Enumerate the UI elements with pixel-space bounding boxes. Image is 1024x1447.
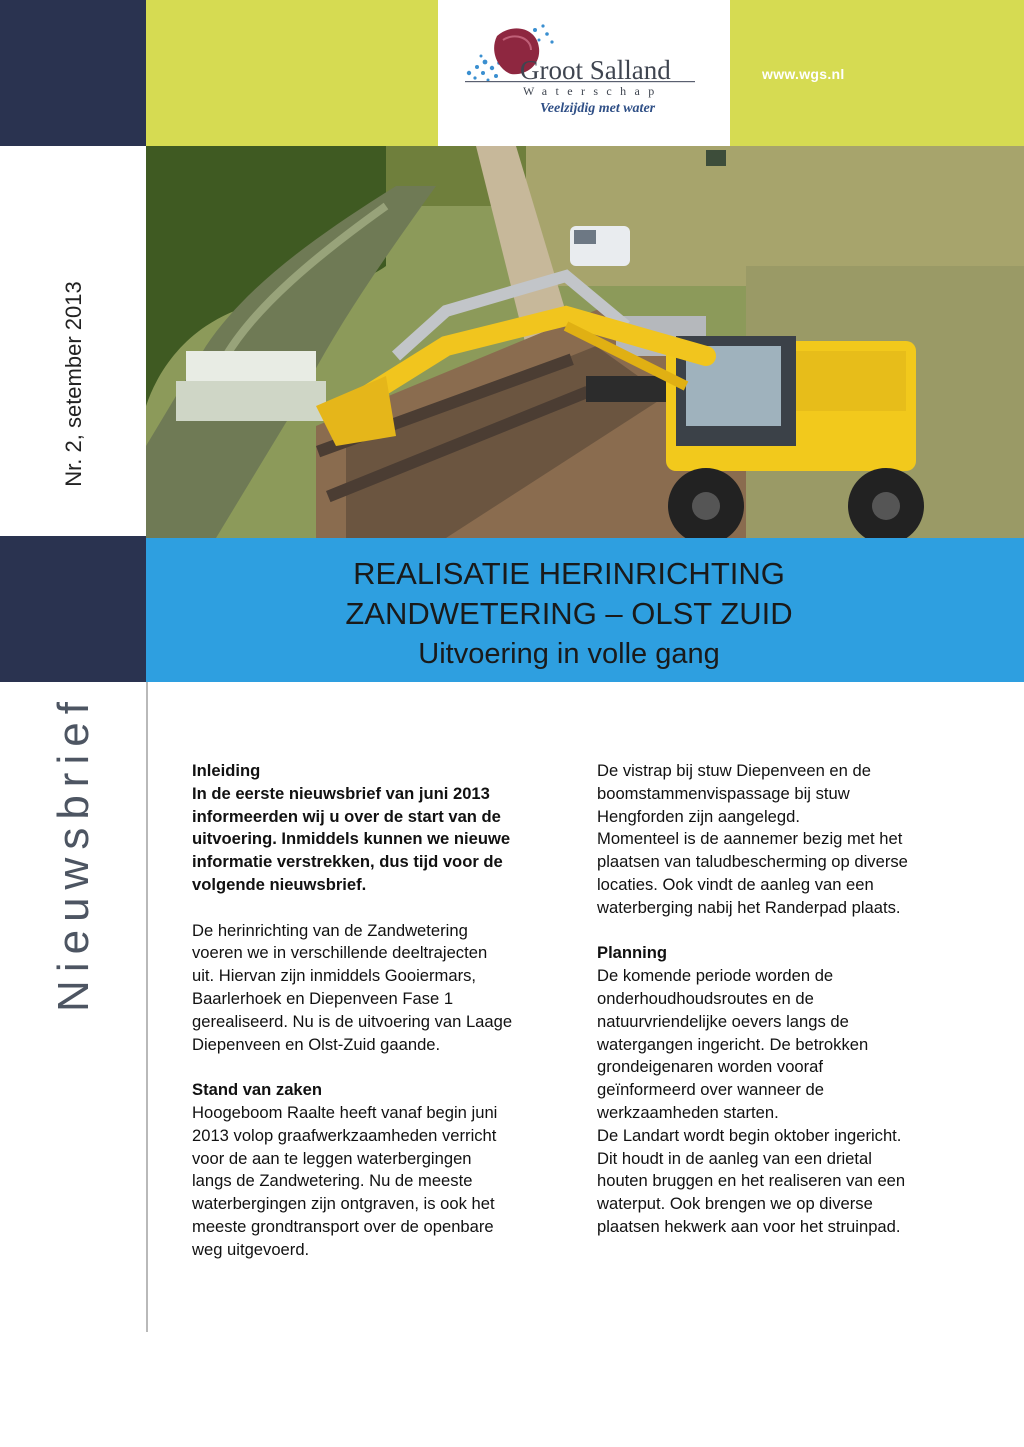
header-navy-block	[0, 0, 146, 146]
status-cont-line: boomstammenvispassage bij stuw	[597, 783, 850, 803]
intro-lead-line: informatie verstrekken, dus tijd voor de	[192, 852, 503, 872]
logo-subname: Waterschap	[523, 84, 663, 98]
website-url[interactable]: www.wgs.nl	[762, 66, 845, 82]
sidebar-navy-block	[0, 536, 146, 682]
vertical-divider	[146, 682, 148, 1332]
status-cont-line: plaatsen van taludbescherming op diverse	[597, 852, 908, 872]
intro-lead-line: volgende nieuwsbrief.	[192, 874, 367, 894]
intro-body-line: Diepenveen en Olst-Zuid gaande.	[192, 1034, 441, 1054]
status-body-line: Hoogeboom Raalte heeft vanaf begin juni	[192, 1102, 498, 1122]
intro-lead-line: uitvoering. Inmiddels kunnen we nieuwe	[192, 829, 511, 849]
planning-body-line: onderhoudhoudsroutes en de	[597, 988, 814, 1008]
section-heading-status: Stand van zaken	[192, 1080, 323, 1100]
planning-body-line: De komende periode worden de	[597, 966, 834, 986]
paragraph-gap	[192, 1056, 572, 1079]
intro-lead-line: In de eerste nieuwsbrief van juni 2013	[192, 783, 490, 803]
title-line-1: REALISATIE HERINRICHTING	[353, 556, 785, 591]
planning-body-line: plaatsen hekwerk aan voor het struinpad.	[597, 1216, 901, 1236]
newsletter-label: Nieuwsbrief	[49, 694, 98, 1012]
left-column	[192, 760, 572, 1262]
planning-body-line: waterput. Ook brengen we op diverse	[597, 1194, 873, 1214]
planning-body-line: De Landart wordt begin oktober ingericht.	[597, 1125, 902, 1145]
intro-body-line: Baarlerhoek en Diepenveen Fase 1	[192, 988, 454, 1008]
intro-body-line: gerealiseerd. Nu is de uitvoering van Laage	[192, 1011, 513, 1031]
status-cont-line: Hengforden zijn aangelegd.	[597, 806, 800, 826]
status-body-line: langs de Zandwetering. Nu de meeste	[192, 1171, 473, 1191]
planning-body-line: grondeigenaren worden vooraf	[597, 1057, 824, 1077]
planning-body-line: houten bruggen en het realiseren van een	[597, 1171, 906, 1191]
status-body-line: waterbergingen zijn ontgraven, is ook het	[192, 1194, 495, 1214]
excavator-photo	[146, 146, 1024, 538]
intro-body-line: De herinrichting van de Zandwetering	[192, 920, 468, 940]
intro-body-line: uit. Hiervan zijn inmiddels Gooiermars,	[192, 966, 477, 986]
header-lime-block-left	[146, 0, 438, 146]
subtitle: Uitvoering in volle gang	[418, 638, 720, 670]
planning-body-line: geïnformeerd over wanneer de	[597, 1080, 824, 1100]
paragraph-gap	[597, 920, 977, 943]
logo-tagline: Veelzijdig met water	[540, 101, 656, 116]
issue-number: Nr. 2, setember 2013	[61, 281, 86, 487]
status-cont-line: waterberging nabij het Randerpad plaats.	[597, 897, 901, 917]
section-heading-planning: Planning	[597, 943, 668, 963]
intro-body-line: voeren we in verschillende deeltrajecten	[192, 943, 488, 963]
planning-body-line: natuurvriendelijke oevers langs de	[597, 1011, 849, 1031]
status-body-line: weg uitgevoerd.	[192, 1239, 310, 1259]
status-body-line: voor de aan te leggen waterbergingen	[192, 1148, 472, 1168]
planning-body-line: werkzaamheden starten.	[597, 1102, 779, 1122]
status-body-line: meeste grondtransport over de openbare	[192, 1216, 494, 1236]
planning-body-line: watergangen ingericht. De betrokken	[597, 1034, 869, 1054]
planning-body-line: Dit houdt in de aanleg van een drietal	[597, 1148, 872, 1168]
title-line-2: ZANDWETERING – OLST ZUID	[345, 596, 793, 631]
right-column	[597, 760, 977, 1239]
status-cont-line: locaties. Ook vindt de aanleg van een	[597, 874, 874, 894]
status-body-line: 2013 volop graafwerkzaamheden verricht	[192, 1125, 497, 1145]
section-heading-intro: Inleiding	[192, 761, 261, 780]
status-cont-line: De vistrap bij stuw Diepenveen en de	[597, 761, 871, 780]
intro-lead-line: informeerden wij u over de start van de	[192, 806, 501, 826]
status-cont-line: Momenteel is de aannemer bezig met het	[597, 829, 903, 849]
logo-name: Groot Salland	[520, 55, 671, 85]
paragraph-gap	[192, 897, 572, 920]
